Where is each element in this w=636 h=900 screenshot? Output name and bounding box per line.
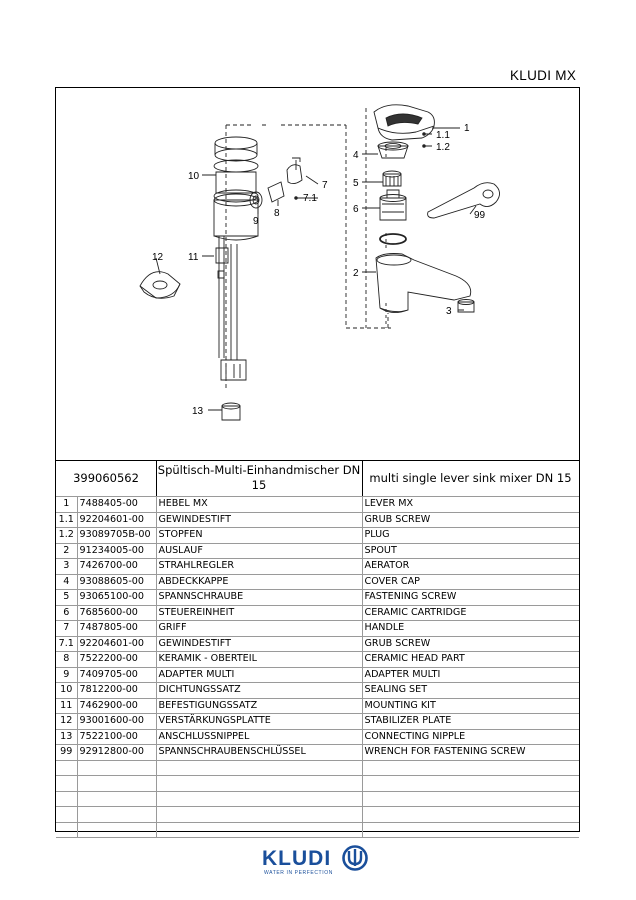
callout-label: 1 <box>464 123 470 134</box>
empty-cell <box>56 791 77 807</box>
article-title-row <box>56 460 579 497</box>
part-position: 1.1 <box>56 512 77 528</box>
empty-cell <box>156 776 362 792</box>
parts-table <box>56 496 579 838</box>
part-position: 8 <box>56 652 77 668</box>
part-name-german: DICHTUNGSSATZ <box>156 683 362 699</box>
callout-label: 4 <box>353 150 359 161</box>
part-number: 91234005-00 <box>77 543 156 559</box>
part-number: 92204601-00 <box>77 512 156 528</box>
part-name-german: ADAPTER MULTI <box>156 667 362 683</box>
empty-cell <box>56 822 77 838</box>
part-name-german: ANSCHLUSSNIPPEL <box>156 729 362 745</box>
callout-label: 3 <box>446 306 452 317</box>
callout-label: 1.1 <box>436 130 450 141</box>
part-name-german: SPANNSCHRAUBE <box>156 590 362 606</box>
part-position: 12 <box>56 714 77 730</box>
exploded-view-drawing <box>56 88 579 461</box>
part-position: 9 <box>56 667 77 683</box>
part-number: 93088605-00 <box>77 574 156 590</box>
part-number: 7685600-00 <box>77 605 156 621</box>
part-name-english: LEVER MX <box>362 497 579 513</box>
part-name-english: FASTENING SCREW <box>362 590 579 606</box>
part-number: 7426700-00 <box>77 559 156 575</box>
table-row <box>56 698 579 714</box>
empty-cell <box>362 760 579 776</box>
part-name-german: GEWINDESTIFT <box>156 512 362 528</box>
table-row <box>56 543 579 559</box>
part-name-english: COVER CAP <box>362 574 579 590</box>
callout-label: 6 <box>353 204 359 215</box>
empty-cell <box>77 822 156 838</box>
part-name-english: SPOUT <box>362 543 579 559</box>
part-name-german: BEFESTIGUNGSSATZ <box>156 698 362 714</box>
part-number: 7488405-00 <box>77 497 156 513</box>
callout-label: 10 <box>188 171 200 182</box>
part-position: 1 <box>56 497 77 513</box>
callout-label: 2 <box>353 268 359 279</box>
empty-cell <box>56 776 77 792</box>
article-number: 399060562 <box>56 460 157 496</box>
table-row <box>56 621 579 637</box>
part-position: 13 <box>56 729 77 745</box>
empty-table-row <box>56 760 579 776</box>
empty-table-row <box>56 822 579 838</box>
part-number: 93065100-00 <box>77 590 156 606</box>
spare-parts-sheet <box>55 87 580 832</box>
part-name-english: CONNECTING NIPPLE <box>362 729 579 745</box>
empty-table-row <box>56 776 579 792</box>
part-name-english: HANDLE <box>362 621 579 637</box>
part-number: 7812200-00 <box>77 683 156 699</box>
empty-table-row <box>56 791 579 807</box>
callout-label: 13 <box>192 406 204 417</box>
table-row <box>56 605 579 621</box>
part-position: 7 <box>56 621 77 637</box>
part-number: 92912800-00 <box>77 745 156 761</box>
part-name-german: STRAHLREGLER <box>156 559 362 575</box>
part-name-german: ABDECKKAPPE <box>156 574 362 590</box>
empty-cell <box>77 776 156 792</box>
empty-cell <box>156 807 362 823</box>
brand-model-header: KLUDI MX <box>510 68 577 83</box>
table-row <box>56 574 579 590</box>
callout-label: 12 <box>152 252 164 263</box>
part-number: 7522100-00 <box>77 729 156 745</box>
table-row <box>56 590 579 606</box>
callout-label: 1.2 <box>436 142 450 153</box>
part-position: 99 <box>56 745 77 761</box>
empty-cell <box>56 760 77 776</box>
callout-label: 8 <box>274 208 280 219</box>
table-row <box>56 745 579 761</box>
empty-cell <box>77 791 156 807</box>
part-name-german: STEUEREINHEIT <box>156 605 362 621</box>
part-name-german: HEBEL MX <box>156 497 362 513</box>
callout-label: 7.1 <box>303 193 317 204</box>
callout-label: 11 <box>188 252 199 263</box>
part-name-german: STOPFEN <box>156 528 362 544</box>
empty-cell <box>77 760 156 776</box>
empty-cell <box>362 822 579 838</box>
part-name-german: AUSLAUF <box>156 543 362 559</box>
empty-table-row <box>56 807 579 823</box>
part-name-english: PLUG <box>362 528 579 544</box>
part-number: 93001600-00 <box>77 714 156 730</box>
part-name-english: MOUNTING KIT <box>362 698 579 714</box>
table-row <box>56 652 579 668</box>
callout-label: 9 <box>253 216 259 227</box>
part-name-english: SEALING SET <box>362 683 579 699</box>
part-name-english: GRUB SCREW <box>362 636 579 652</box>
part-position: 2 <box>56 543 77 559</box>
part-name-german: GEWINDESTIFT <box>156 636 362 652</box>
table-row <box>56 729 579 745</box>
table-row <box>56 512 579 528</box>
part-name-english: CERAMIC HEAD PART <box>362 652 579 668</box>
kludi-logo <box>262 845 382 880</box>
table-row <box>56 559 579 575</box>
article-name-english: multi single lever sink mixer DN 15 <box>369 471 572 485</box>
part-name-english: AERATOR <box>362 559 579 575</box>
empty-cell <box>77 807 156 823</box>
part-position: 4 <box>56 574 77 590</box>
part-name-english: ADAPTER MULTI <box>362 667 579 683</box>
part-name-german: SPANNSCHRAUBENSCHLÜSSEL <box>156 745 362 761</box>
callout-label: 5 <box>353 178 359 189</box>
part-number: 7522200-00 <box>77 652 156 668</box>
table-row <box>56 683 579 699</box>
part-position: 1.2 <box>56 528 77 544</box>
part-number: 7487805-00 <box>77 621 156 637</box>
article-name-german: Spültisch-Multi-Einhandmischer DN 15 <box>156 460 363 496</box>
part-position: 10 <box>56 683 77 699</box>
table-row <box>56 528 579 544</box>
empty-cell <box>56 807 77 823</box>
logo-tagline: WATER IN PERFECTION <box>264 870 333 876</box>
part-position: 5 <box>56 590 77 606</box>
empty-cell <box>156 791 362 807</box>
part-number: 92204601-00 <box>77 636 156 652</box>
table-row <box>56 636 579 652</box>
empty-cell <box>156 822 362 838</box>
part-number: 93089705B-00 <box>77 528 156 544</box>
empty-cell <box>362 791 579 807</box>
part-position: 7.1 <box>56 636 77 652</box>
part-name-german: VERSTÄRKUNGSPLATTE <box>156 714 362 730</box>
part-name-english: WRENCH FOR FASTENING SCREW <box>362 745 579 761</box>
part-name-german: GRIFF <box>156 621 362 637</box>
part-number: 7409705-00 <box>77 667 156 683</box>
part-position: 6 <box>56 605 77 621</box>
table-row <box>56 714 579 730</box>
callout-label: 99 <box>474 210 486 221</box>
empty-cell <box>156 760 362 776</box>
part-number: 7462900-00 <box>77 698 156 714</box>
callout-label: 7 <box>322 180 328 191</box>
part-position: 11 <box>56 698 77 714</box>
part-name-english: STABILIZER PLATE <box>362 714 579 730</box>
water-drop-logo-icon <box>342 845 368 871</box>
logo-wordmark: KLUDI <box>262 847 332 870</box>
part-position: 3 <box>56 559 77 575</box>
table-row <box>56 497 579 513</box>
part-name-german: KERAMIK - OBERTEIL <box>156 652 362 668</box>
empty-cell <box>362 807 579 823</box>
part-name-english: CERAMIC CARTRIDGE <box>362 605 579 621</box>
empty-cell <box>362 776 579 792</box>
part-name-english: GRUB SCREW <box>362 512 579 528</box>
table-row <box>56 667 579 683</box>
